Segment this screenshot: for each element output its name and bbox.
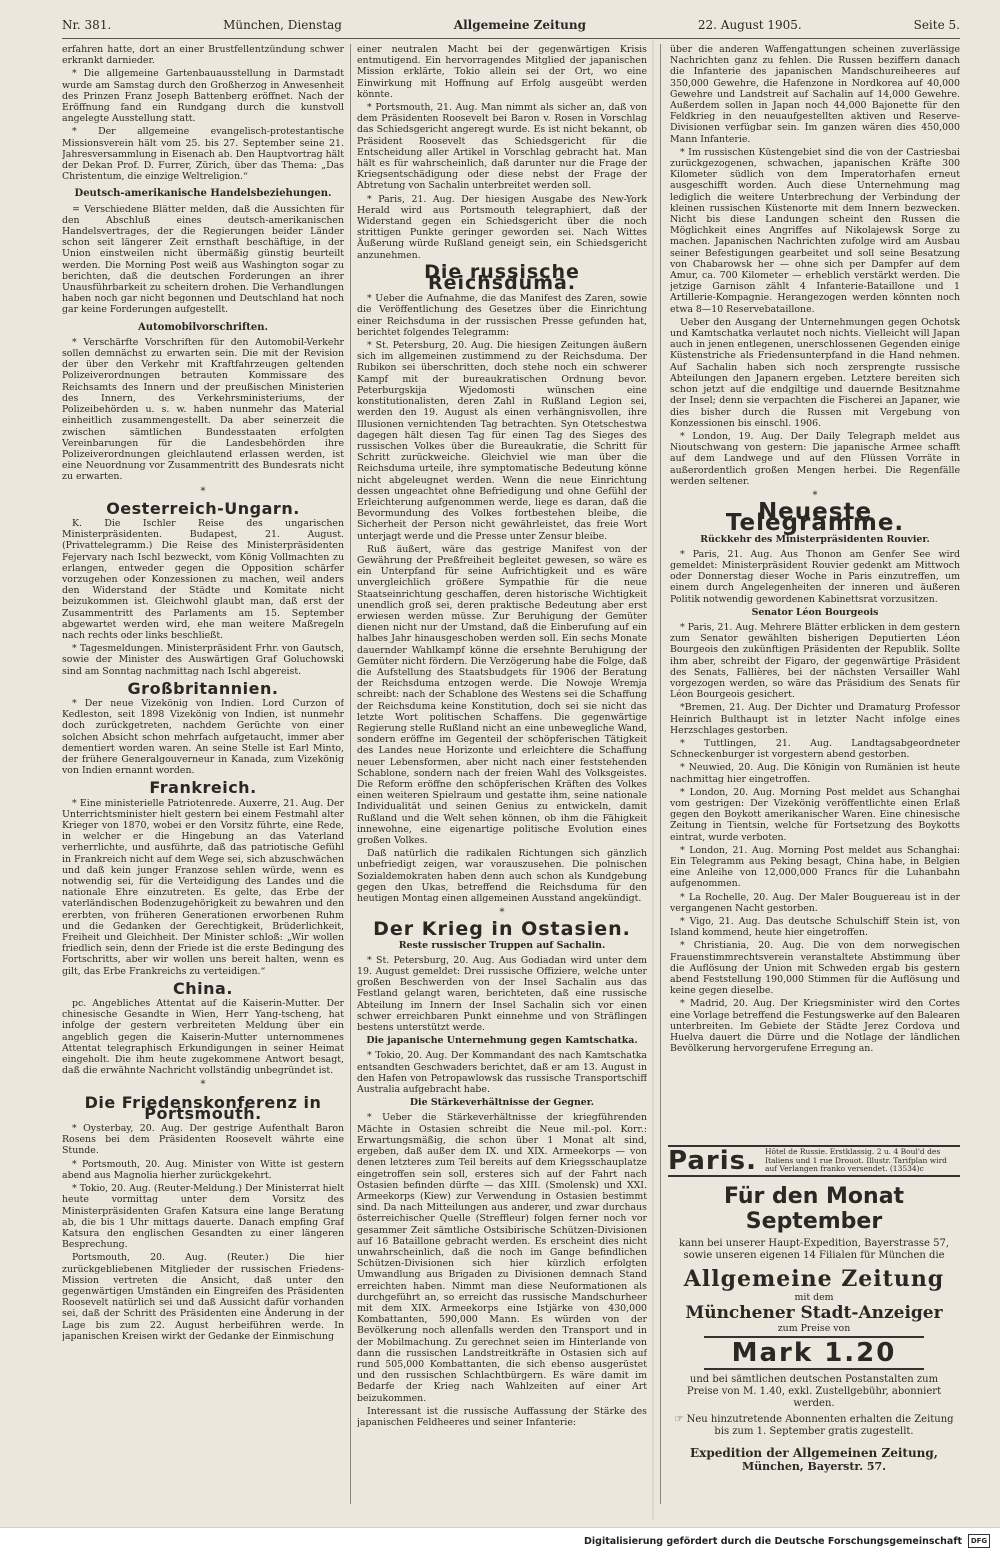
section-heading-krieg: Der Krieg in Ostasien.: [373, 918, 631, 941]
dfg-logo: DFG: [968, 1534, 990, 1548]
section-subheading: Die Stärkeverhältnisse der Gegner.: [409, 1097, 595, 1109]
article-text: * Madrid, 20. Aug. Der Kriegsminister wird den Cortes eine Vorlage betreffend die Festungswerke auf den Balearen unterbreiten. Im Gebiete der Städte Jerez Cordova und Huelva dauert die Dürre und die Notlage der ländlichen Bevölkerung hervorgerufene Erregung an.: [670, 998, 960, 1055]
article-text: * Tokio, 20. Aug. Der Kommandant des nach Kamtschatka entsandten Geschwaders berichtet, daß er am 13. August in den Hafen von Petropawlowsk das russische Transportschiff Australia aufgebracht habe.: [357, 1050, 647, 1096]
section-heading-friedenskonferenz: Die Friedenskonferenz in Portsmouth.: [84, 1092, 322, 1123]
section-subheading: Die japanische Unternehmung gegen Kamtschatka.: [366, 1035, 638, 1047]
ad-price: Mark 1.20: [704, 1336, 924, 1370]
article-text: über die anderen Waffengattungen scheinen zuverlässige Nachrichten ganz zu fehlen. Die Russen beziffern danach die Infanterie des japanischen Mandschureiheeres auf 350,000 Gewehre, die Hafenzone in Nordkorea auf 40,000 Gewehre und Landstreit auf Sachalin auf 14,000 Gewehre. Außerdem sollen in Japan noch 44,000 Bajonette für den Feldkrieg in den neuaufgestellten aktiven und Reserve-Divisionen verfügbar sein. Im ganzen wären dies 450,000 Mann Infanterie.: [670, 44, 960, 145]
ad-paper-name: Allgemeine Zeitung: [683, 1266, 945, 1292]
separator-asterisk: *: [499, 907, 505, 919]
column-rule: [660, 44, 661, 1504]
article-text: * London, 20. Aug. Morning Post meldet aus Schanghai vom gestrigen: Der Vizekönig veröffentlichte einen Erlaß gegen den Boykott amerikanischer Waren. Eine chinesische Zeitung in Tientsin, welche für Fortsetzung des Boykotts eintrat, wurde verboten.: [670, 786, 960, 843]
article-text: einer neutralen Macht bei der gegenwärtigen Krisis entmutigend. Ein hervorragendes Mitglied der japanischen Mission erklärte, Tokio allein sei der Ort, wo eine Einwirkung mit Hoffnung auf Erfolg ausgeübt werden könnte.: [357, 44, 647, 100]
section-subheading: Deutsch-amerikanische Handelsbeziehungen.: [74, 188, 332, 200]
article-text: * Die allgemeine Gartenbauausstellung in Darmstadt wurde am Samstag durch den Großherzog in Anwesenheit des Prinzen Franz Joseph Battenberg eröffnet. Nach der Eröffnung fand ein Rundgang durch die kunstvoll angelegte Ausstellung statt.: [62, 68, 344, 125]
column-2: [357, 44, 647, 1514]
article-text: * Tagesmeldungen. Ministerpräsident Frhr. von Gautsch, sowie der Minister des Auswärtigen Graf Goluchowski sind am Sonntag nachmittag nach Ischl abgereist.: [62, 643, 344, 677]
article-text: * Verschärfte Vorschriften für den Automobil-Verkehr sollen demnächst zu erwarten sein. Die mit der Revision der über den Verkehr mit Kraftfahrzeugen geltenden Polizeiverordnungen betrauten Kommissare des Reichsamts des Innern und der preußischen Ministerien des Innern, des Verkehrsministeriums, der Polizeibehörden u. s. w. haben nunmehr das Material einheitlich zusammengestellt. Da aber seinerzeit die zwischen sämtlichen Bundesstaaten erfolgten Vereinbarungen für die Landesbehörden ihre Polizeiverordnungen gleichlautend erlassen werden, ist eine Neuordnung vor Zusammentritt des Bundesrats nicht zu erwarten.: [62, 336, 344, 483]
footer-credit: Digitalisierung gefördert durch die Deutsche Forschungsgemeinschaft: [584, 1535, 962, 1547]
issue-date: 22. August 1905.: [697, 18, 802, 32]
section-subheading: Rückkehr des Ministerpräsidenten Rouvier.: [700, 533, 930, 545]
advertisement-paris-hotel: [668, 1145, 960, 1177]
separator-asterisk: *: [812, 489, 818, 501]
section-heading-telegramme: Neueste Telegramme.: [725, 499, 905, 537]
section-heading-frankreich: Frankreich.: [149, 778, 257, 798]
ad-text: zum Preise von: [777, 1323, 851, 1334]
article-text: * Oysterbay, 20. Aug. Der gestrige Aufenthalt Baron Rosens bei dem Präsidenten Roosevelt währte eine Stunde.: [62, 1123, 344, 1157]
article-text: * La Rochelle, 20. Aug. Der Maler Bouguereau ist in der vergangenen Nacht gestorben.: [670, 891, 960, 914]
article-text: * Portsmouth, 20. Aug. Minister von Witte ist gestern abend aus Magnolia hierher zurückgekehrt.: [62, 1158, 344, 1181]
article-text: * Eine ministerielle Patriotenrede. Auxerre, 21. Aug. Der Unterrichtsminister hielt gestern bei einem Festmahl alter Krieger von 1870, wobei er den Vorsitz führte, eine Rede, in welcher er die Hingebung an das Vaterland verherrlichte, und ausführte, daß das patriotische Gefühl in Frankreich nicht auf dem Wege sei, sich abzuschwächen und daß kein junger Franzose sehlen würde, wenn es notwendig sei, für die Verteidigung des Landes und die nationale Ehre einzutreten. Es gelte, das Erbe der vaterländischen Bodenzugehörigkeit zu bewahren und den ererbten, von früheren Generationen erworbenen Ruhm und die Gedanken der Gerechtigkeit, Brüderlichkeit, Freiheit und Gleichheit. Der Minister schloß: „Wir wollen friedlich sein, denn der Friede ist die erste Bedingung des Fortschritts, aber wir wollen uns bereit halten, wenn es gilt, das Erbe Frankreichs zu verteidigen.“: [62, 797, 344, 977]
place-day: München, Dienstag: [223, 18, 342, 32]
ad-text: [674, 1414, 954, 1438]
article-text: Ueber den Ausgang der Unternehmungen gegen Ochotsk und Kamtschatka verlautet noch nichts. Vielleicht will Japan auch in jenen entlegenen, unerschlossenen Gegenden einige Küstenstriche als Friedensunterpfand in die Hand nehmen. Auf Sachalin haben sich noch zersprengte russische Abteilungen den Japanern ergeben. Letztere bereiten sich schon jetzt auf die endgiltige und dauernde Besitznahme der Insel; denn sie verpachten die Fischerei an Japaner, wie dies bisher durch die Russen mit Vergebung von Konzessionen bis einschl. 1906.: [670, 316, 960, 429]
article-text: Daß natürlich die radikalen Richtungen sich gänzlich unbefriedigt zeigen, war vorauszusehen. Die polnischen Sozialdemokraten haben denn auch schon als Kundgebung gegen den Ukas, betreffend die Reichsduma für den heutigen Montag einen allgemeinen Ausstand angekündigt.: [357, 848, 647, 905]
ad-gratis-note: Neu hinzutretende Abonnenten erhalten die Zeitung bis zum 1. September gratis zugestellt.: [686, 1414, 954, 1437]
separator-asterisk: *: [200, 485, 206, 497]
article-text: * Der allgemeine evangelisch-protestantische Missionsverein hält vom 25. bis 27. September seine 21. Jahresversammlung in Eisenach ab. Den Hauptvortrag hält der Dekan Prof. D. Furrer, Zürich, über das Thema: „Das Christentum, die einzige Weltreligion.“: [62, 126, 344, 183]
ad-paris-text: Hôtel de Russie. Erstklassig. 2 u. 4 Boul'd des Italiens und 1 rue Drouot. Illustr. Tarifplan wird auf Verlangen franko versendet. (13534)c: [765, 1147, 947, 1174]
ad-address: München, Bayerstr. 57.: [742, 1460, 886, 1473]
article-text: erfahren hatte, dort an einer Brustfellentzündung schwer erkrankt darnieder.: [62, 44, 344, 67]
article-text: * Paris, 21. Aug. Mehrere Blätter erblicken in dem gestern zum Senator gewählten bisherigen Deputierten Léon Bourgeois den zukünftigen Präsidenten der Republik. Sollte ihm aber, schreibt der Figaro, der gegenwärtige Präsident des Senats, Fallières, bei der nächsten Versailler Wahl vorgezogen werden, so wäre das Präsidium des Senats für Léon Bourgeois gesichert.: [670, 621, 960, 701]
article-text: * Ueber die Stärkeverhältnisse der kriegführenden Mächte in Ostasien schreibt die Neue mil.-pol. Korr.: Erwartungsmäßig, die schon über 1 Monat alt sind, ergeben, daß außer dem IX. und XIX. Armeekorps — von denen letzteres zum Teil bereits auf dem Kriegsschauplatze eingetroffen sein soll, ersteres sich auf der Fahrt nach Ostasien befinden dürfte — das XIII. (Smolensk) und XXI. Armeekorps (Kiew) zur Verwendung in Ostasien bestimmt sind. Da nach Mitteilungen aus anderer, und zwar durchaus österreichischer Quelle (Streffleur) folgen ferner noch vor gesammer Zeit sämtliche Ostsibirische Schützen-Divisionen auf 16 Bataillone gebracht werden. Es erscheint dies nicht unwahrscheinlich, daß die noch im Gange befindlichen Schützen-Divisionen sich hier kürzlich erfolgten Umwandlung aus Brigaden zu Divisionen demnach Stand erreichten haben. Nimmt man diese Neuformationen als durchgeführt an, so erreicht das russische Mandschurheer mit dem XIX. Armeekorps eine Istjärke von 430,000 Kombattanten, 590,000 Mann. Es würden von der Bevölkerung noch allenfalls werden den Transport und in der Mobilmachung. Zu gerechnet seien im Hinterlande von dann die russischen Landstreitkräfte in Ostasien sich auf rund 505,000 Kombattanten, die sich ebenso ausgerüstet und den russischen Schlachtbürgern. Es wäre damit im Bedarfe der Krieg nach Wahlzeiten auf einer Art beizukommen.: [357, 1112, 647, 1404]
article-text: * Im russischen Küstengebiet sind die von der Castriesbai zurückgezogenen, schwachen, japanischen Kräfte 300 Kilometer südlich von dem Imperatorhafen erneut ausgeschifft worden. Auch diese Unternehmung mag lediglich die weitere Unterbrechung der Verbindung der kleinen russischen Küstenorte mit dem Innern bezwecken. Nicht bis diese Landungen scheint den Russen die Möglichkeit eines Angriffes auf Nikolajewsk Sorge zu machen. Japanischen Nachrichten zufolge wird am Ausbau seiner Befestigungen gearbeitet und soll seine Besatzung von Chabarowsk her — ohne sich per Dampfer auf dem Amur, ca. 700 Kilometer — erheblich verstärkt werden. Die jetzige Garnison zählt 4 Infanterie-Bataillone und 1 Artillerie-Kompagnie. Herangezogen werden könnten noch etwa 8—10 Reservebataillone.: [670, 146, 960, 315]
ad-supplement-name: Münchener Stadt-Anzeiger: [685, 1303, 943, 1323]
article-text: *Bremen, 21. Aug. Der Dichter und Dramaturg Professor Heinrich Bulthaupt ist in letzter Nacht infolge eines Herzschlages gestorben.: [670, 702, 960, 736]
article-text: * St. Petersburg, 20. Aug. Aus Godiadan wird unter dem 19. August gemeldet: Drei russische Offiziere, welche unter großen Beschwerden von der Insel Sachalin aus das Festland gelangt waren, berichteten, daß eine russische Abteilung im Innern der Insel Sachalin sich vor einen schwer erreichbaren Punkt einnehme und von Sträflingen bestens unterstützt werde.: [357, 954, 647, 1034]
column-1: [62, 44, 344, 1514]
advertisement-subscription: [668, 1178, 960, 1488]
digitization-footer: [0, 1527, 1000, 1554]
pointing-hand-icon: ☞: [674, 1414, 684, 1425]
section-subheading: Senator Léon Bourgeois: [751, 606, 879, 618]
column-3: [670, 44, 960, 1136]
section-heading-grossbritannien: Großbritannien.: [127, 678, 279, 698]
article-text: * Christiania, 20. Aug. Die von dem norwegischen Frauenstimmrechtsverein veranstaltete Abstimmung über die Auflösung der Union mit Schweden ergab bis gestern abend Feststellung 190,000 Stimmen für die Auflösung und keine gegen dieselbe.: [670, 940, 960, 997]
paper-title: Allgemeine Zeitung: [453, 18, 586, 32]
section-heading-reichsduma: Die russische Reichsduma.: [424, 260, 580, 295]
article-text: * Tokio, 20. Aug. (Reuter-Meldung.) Der Ministerrat hielt heute vormittag unter dem Vorsitz des Ministerpräsidenten Grafen Katsura eine lange Beratung ab, die bis 1 Uhr mittags dauerte. Danach empfing Graf Katsura den englischen Gesandten zu einer längeren Besprechung.: [62, 1183, 344, 1251]
ad-text: und bei sämtlichen deutschen Postanstalten zum Preise von M. 1.40, exkl. Zustellgebühr, abonniert werden.: [686, 1374, 942, 1409]
article-text: * Neuwied, 20. Aug. Die Königin von Rumänien ist heute nachmittag hier eingetroffen.: [670, 762, 960, 785]
column-rule: [350, 44, 351, 1504]
ad-text: mit dem: [794, 1292, 834, 1303]
ad-text: kann bei unserer Haupt-Expedition, Bayerstrasse 57, sowie unseren eigenen 14 Filialen für München die: [679, 1238, 949, 1261]
article-text: K. Die Ischler Reise des ungarischen Ministerpräsidenten. Budapest, 21. August. (Privattelegramm.) Die Reise des Ministerpräsidenten Fejervary nach Ischl bezweckt, vom König Vollmachten zu erlangen, entweder gegen die Opposition schärfer vorzugehen oder Konzessionen zu machen, weil anders den Widerstand der Städte und Komitate nicht beizukommen ist. Gleichwohl glaubt man, daß erst der Zusammentritt des Parlaments am 15. September abgewartet werden wird, ehe man weitere Maßregeln nach rechts oder links beschließt.: [62, 517, 344, 641]
article-text: * St. Petersburg, 20. Aug. Die hiesigen Zeitungen äußern sich im allgemeinen zustimmend zu der Reichsduma. Der Rubikon sei überschritten, doch stehe noch ein schwerer Kampf mit der bureaukratischen Ordnung bevor. Peterburgskija Wjedomosti wünschen eine konstitutionalisten, deren Zahl in Rußland Legion sei, werden den 19. August als einen verhängnisvollen, ihre Illusionen vernichtenden Tag betrachten. Syn Otetschestwa dagegen hält diesen Tag für einen Tag des Sieges des russischen Volkes über die Bureaukratie, die Schritt für Schritt zurückweiche. Gleichviel wie man über die Reichsduma urteile, ihre symptomatische Bedeutung könne nicht abgeleugnet werden. Wenn die neue Einrichtung dessen ungeachtet ohne Befriedigung und ohne Gefühl der Erleichterung aufgenommen werde, liege es daran, daß die Bevormundung des Volkes fortbestehen bleibe, die Sicherheit der Person nicht gewährleistet, das freie Wort unterjagt werde und die Presse unter Zensur bleibe.: [357, 340, 647, 542]
ad-paris-word: Paris.: [668, 1146, 757, 1176]
article-text: pc. Angebliches Attentat auf die Kaiserin-Mutter. Der chinesische Gesandte in Wien, Herr Yang-tscheng, hat infolge der gestern verbreiteten Meldung über ein angeblich gegen die Kaiserin-Mutter unternommenes Attentat telegraphisch Erkundigungen in seiner Heimat eingeholt. Die ihm heute zugekommene Antwort besagt, daß die erwähnte Nachricht vollständig unbegründet ist.: [62, 998, 344, 1077]
article-text: * Ueber die Aufnahme, die das Manifest des Zaren, sowie die Veröffentlichung des Gesetzes über die Einrichtung einer Reichsduma in der russischen Presse gefunden hat, berichtet folgendes Telegramm:: [357, 293, 647, 338]
section-subheading: Reste russischer Truppen auf Sachalin.: [398, 939, 606, 951]
section-subheading: Automobilvorschriften.: [138, 321, 268, 333]
ad-expedition: Expedition der Allgemeinen Zeitung,: [690, 1446, 938, 1460]
article-text: * Der neue Vizekönig von Indien. Lord Curzon of Kedleston, seit 1898 Vizekönig von Indien, ist nunmehr doch zurückgetreten, nachdem Gerüchte von einer solchen Absicht schon mehrfach aufgetaucht, immer aber dementiert worden waren. An seine Stelle ist Earl Minto, der frühere Generalgouverneur in Kanada, zum Vizekönig von Indien ernannt worden.: [62, 697, 344, 777]
article-text: = Verschiedene Blätter melden, daß die Aussichten für den Abschluß eines deutsch-amerikanischen Handelsvertrages, der die Regierungen beider Länder schon seit längerer Zeit ernsthaft beschäftige, in der Union einstweilen nicht übermäßig günstig beurteilt werden. Die Morning Post weiß aus Washington sogar zu berichten, daß die deutschen Forderungen an ihrer Unausführbarkeit zu scheitern drohen. Die Verhandlungen haben noch gar nicht begonnen und Deutschland hat noch gar keine Forderungen aufgestellt.: [62, 203, 344, 316]
article-text: * Paris, 21. Aug. Der hiesigen Ausgabe des New-York Herald wird aus Portsmouth telegraphiert, daß der Widerstand gegen ein Schiedsgericht über die noch strittigen Punkte geringer geworden sei. Nach Wittes Äußerung würde Rußland geneigt sein, ein Schiedsgericht anzunehmen.: [357, 193, 647, 261]
article-text: * Vigo, 21. Aug. Das deutsche Schulschiff Stein ist, von Island kommend, heute hier eingetroffen.: [670, 916, 960, 939]
article-text: Portsmouth, 20. Aug. (Reuter.) Die hier zurückgebliebenen Mitglieder der russischen Friedens-Mission vertreten die Ansicht, daß unter den gegenwärtigen Umständen ein Eingreifen des Präsidenten Roosevelt natürlich sei und daß Aussicht dafür vorhanden sei, daß der Schritt des Präsidenten eine Änderung in der Lage bis zum 22. August herbeiführen werde. In japanischen Kreisen wirkt der Gedanke der Einmischung: [62, 1252, 344, 1342]
article-text: * Tuttlingen, 21. Aug. Landtagsabgeordneter Schneckenburger ist vorgestern abend gestorben.: [670, 737, 960, 761]
article-text: * Portsmouth, 21. Aug. Man nimmt als sicher an, daß von dem Präsidenten Roosevelt bei Baron v. Rosen in Vorschlag das Schiedsgericht angeregt wurde. Es ist nicht bekannt, ob Präsident Roosevelt das Schiedsgericht für die Entscheidung aller Artikel in Vorschlag gebracht hat. Man hält es für wahrscheinlich, daß darunter nur die Frage der Kriegsentschädigung oder diese nebst der Frage der Abtretung von Sachalin unterbreitet werden soll.: [357, 102, 647, 192]
page-number: Seite 5.: [913, 18, 960, 32]
separator-asterisk: *: [200, 1079, 206, 1091]
section-heading-china: China.: [173, 978, 233, 998]
paper-fold: [652, 40, 654, 1520]
article-text: * Paris, 21. Aug. Aus Thonon am Genfer See wird gemeldet: Ministerpräsident Rouvier gedenkt am Mittwoch oder Donnerstag dieser Woche in Paris einzutreffen, um einem durch Angelegenheiten der inneren und äußeren Politik notwendig gewordenen Kabinettsrat vorzusitzen.: [670, 548, 960, 605]
article-text: * London, 21. Aug. Morning Post meldet aus Schanghai: Ein Telegramm aus Peking besagt, China habe, in Belgien eine Anleihe von 12,000,000 Francs für die Luhanbahn aufgenommen.: [670, 844, 960, 890]
section-heading-oesterreich: Oesterreich-Ungarn.: [106, 498, 300, 518]
issue-number: Nr. 381.: [62, 18, 112, 32]
page-header: [62, 18, 960, 39]
article-text: * London, 19. Aug. Der Daily Telegraph meldet aus Nioutschwang von gestern: Die japanische Armee schafft auf dem Landwege und auf den Flüssen Vorräte in außerordentlich großen Mengen herbei. Die Regenfälle werden seltener.: [670, 430, 960, 487]
article-text: Interessant ist die russische Auffassung der Stärke des japanischen Feldheeres und seiner Infanterie:: [357, 1405, 647, 1428]
article-text: Ruß äußert, wäre das gestrige Manifest von der Gewährung der Preßfreiheit begleitet gewesen, so wäre es ein Unterpfand für seine Aufrichtigkeit und es wäre unvergleichlich größere Sympathie für die neue Staatseinrichtung geschaffen, deren historische Wichtigkeit unendlich groß sei, deren praktische Bedeutung aber erst erwiesen werden müsse. Zur Beruhigung der Gemüter dienen nicht nur der Umstand, daß die Einberufung auf ein halbes Jahr hinausgeschoben werden soll. Ein sechs Monate dauernder Wahlkampf könne die ersehnte Beruhigung der Gemüter nicht fördern. Die Verzögerung habe die Folge, daß die Aufstellung des Staatsbudgets für 1906 der Beratung der Reichsduma entzogen werde. Die Nowoje Wremja schreibt: nach der Schablone des Westens sei die Schaffung der Reichsduma keine Konstitution, doch sei sie nicht das letzte Wort politischen Schaffens. Die gegenwärtige Regierung stelle Rußland nicht an eine unbewegliche Wand, sondern eröffne im Gegenteil der schöpferischen Tätigkeit des Landes neue Horizonte und erleichtere die Schaffung neuer Lebensformen, aber nicht nach einer feststehenden Schablone, sondern nach der freien Wahl des Volksgeistes. Die Reform eröffne den schöpferischen Kräften des Volkes einen weiteren Spielraum und gestatte ihm, seine nationale Individualität und seinen Genius zu entwickeln, damit Rußland und die Welt sehen können, ob ihm die Fähigkeit innewohne, eine eigenartige politische Evolution eines großen Volkes.: [357, 543, 647, 847]
ad-title: Für den Monat September: [723, 1184, 905, 1234]
